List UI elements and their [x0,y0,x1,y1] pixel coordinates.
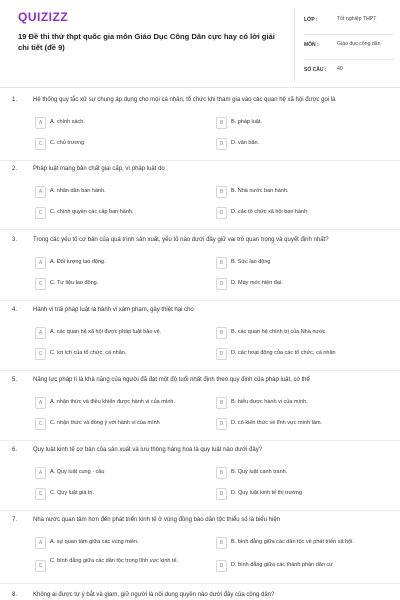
quizizz-logo: QUIZIZZ [18,10,69,24]
header-divider [0,87,400,88]
option-text: C. lợi ích của tổ chức, cá nhân. [50,350,127,356]
question-text: Không ai được tự ý bắt và giam, giữ người là nội dung quyền nào dưới đây của công dân? [33,592,275,598]
option-text: D. có kiến thức về lĩnh vực mình làm. [231,420,323,426]
option-letter-box: B [216,327,227,339]
question-number: 5. [12,377,18,383]
option-letter-box: A [35,397,46,409]
meta-count-value: 40 [337,66,343,72]
question-text: Pháp luật mang bản chất giai cấp, vì pháp luật do [33,166,165,172]
option-text: B. bình đẳng giữa các dân tộc về phát triển xã hội. [231,539,354,545]
option-c[interactable] [35,207,190,221]
option-text: A. Đối tượng lao động. [50,259,106,265]
question-separator [0,160,400,161]
option-letter-box: D [216,418,227,430]
option-letter-box: B [216,397,227,409]
question-number: 3. [12,237,18,243]
option-letter-box: B [216,186,227,198]
option-letter-box: B [216,467,227,479]
option-text: C. Tư liệu lao động. [50,280,99,286]
option-c[interactable] [35,488,190,502]
meta-divider-line [304,59,394,60]
option-b[interactable] [216,257,386,271]
meta-divider [294,8,295,82]
option-d[interactable] [216,488,386,502]
option-text: B. Nhà nước ban hành. [231,188,289,194]
option-a[interactable] [35,186,190,200]
option-text: C. chủ trương [50,140,85,146]
question-text: Hệ thống quy tắc xử sự chung áp dụng cho mọi cá nhân, tổ chức khi tham gia vào các quan hệ xã hội được gọi là [33,97,336,103]
option-text: A. Quy luật cung - cầu [50,469,105,475]
meta-subject-value: Giáo dục công dân [337,41,381,47]
document-title: 19 Đề thi thử thpt quốc gia môn Giáo Dục Công Dân cực hay có lời giải chi tiết (đề 9) [18,32,275,52]
option-letter-box: C [35,418,46,430]
meta-class-label: LỚP : [304,17,318,23]
option-d[interactable] [216,138,386,152]
option-text: A. nhân dân ban hành. [50,188,106,194]
option-letter-box: D [216,138,227,150]
meta-count-label: SỐ CÂU : [304,67,327,73]
meta-subject-label: MÔN : [304,42,319,48]
option-letter-box: A [35,327,46,339]
option-text: A. nhận thức và điều khiển được hành vi của mình. [50,399,176,405]
option-letter-box: B [216,117,227,129]
option-text: C. bình đẳng giữa các dân tộc trong lĩnh vực kinh tế. [50,558,179,564]
option-c[interactable] [35,348,190,362]
option-letter-box: C [35,488,46,500]
option-letter-box: A [35,257,46,269]
option-letter-box: A [35,186,46,198]
question-separator [0,300,400,301]
option-b[interactable] [216,537,386,551]
question-text: Quy luật kinh tế cơ bản của sản xuất và lưu thông hàng hoá là quy luật nào dưới đây? [33,447,263,453]
option-c[interactable] [35,278,190,292]
option-text: C. Quy luật giá trị. [50,490,95,496]
option-c[interactable] [35,560,190,574]
question-number: 6. [12,447,18,453]
question-separator [0,440,400,441]
option-letter-box: D [216,207,227,219]
option-b[interactable] [216,397,386,411]
option-letter-box: C [35,207,46,219]
option-text: B. Sức lao động [231,259,271,265]
option-a[interactable] [35,327,190,341]
option-text: C. nhận thức và đồng ý với hành vi của mình [50,420,160,426]
option-b[interactable] [216,186,386,200]
question-number: 4. [12,307,18,313]
question-number: 7. [12,517,18,523]
option-letter-box: D [216,560,227,572]
option-text: B. pháp luật. [231,119,262,125]
option-letter-box: A [35,467,46,479]
question-separator [0,583,400,584]
meta-divider-line [304,34,394,35]
option-text: D. Máy móc hiện đại. [231,280,283,286]
option-d[interactable] [216,348,386,362]
option-text: B. các quan hệ chính trị của Nhà nước. [231,329,327,335]
option-letter-box: B [216,537,227,549]
option-c[interactable] [35,138,190,152]
option-a[interactable] [35,397,190,411]
option-a[interactable] [35,117,190,131]
question-number: 2. [12,166,18,172]
option-d[interactable] [216,207,386,221]
question-separator [0,229,400,230]
option-text: D. các tổ chức xã hội ban hành [231,209,308,215]
option-letter-box: C [35,560,46,572]
question-number: 8. [12,592,18,598]
option-text: A. các quan hệ xã hội được pháp luật bảo vệ. [50,329,162,335]
option-letter-box: D [216,488,227,500]
option-a[interactable] [35,537,190,551]
option-text: D. bình đẳng giữa các thành phần dân cư [231,562,333,568]
option-c[interactable] [35,418,190,432]
option-letter-box: A [35,537,46,549]
question-number: 1. [12,97,18,103]
option-a[interactable] [35,257,190,271]
meta-class-value: Tốt nghiệp THPT [337,16,377,22]
option-d[interactable] [216,560,386,574]
option-text: D. văn bản. [231,140,260,146]
page-header [0,0,400,88]
option-d[interactable] [216,278,386,292]
option-b[interactable] [216,327,386,341]
option-text: D. các hoạt động của các tổ chức, cá nhân [231,350,336,356]
option-text: B. Quy luật cạnh tranh. [231,469,288,475]
question-separator [0,370,400,371]
option-a[interactable] [35,467,190,481]
option-text: C. chính quyền các cấp ban hành. [50,209,134,215]
option-letter-box: C [35,278,46,290]
option-letter-box: D [216,348,227,360]
question-text: Hành vi trái pháp luật là hành vi xâm phạm, gây thiệt hại cho [33,307,194,313]
option-text: D. Quy luật kinh tế thị trường [231,490,302,496]
option-text: B. hiểu được hành vi của mình. [231,399,308,405]
option-b[interactable] [216,117,386,131]
question-text: Nhà nước quan tâm hơn đến phát triển kinh tế ở vùng đồng bào dân tộc thiểu số là biểu hiện [33,517,280,523]
option-letter-box: B [216,257,227,269]
option-text: A. sự quan tâm giữa các vùng miền. [50,539,139,545]
option-letter-box: C [35,138,46,150]
option-letter-box: A [35,117,46,129]
question-separator [0,510,400,511]
option-text: A. chính sách. [50,119,85,125]
question-text: Năng lực pháp lí là khả năng của người đã đạt một độ tuổi nhất định theo quy định của pháp luật, có thể [33,377,310,383]
option-b[interactable] [216,467,386,481]
option-d[interactable] [216,418,386,432]
option-letter-box: C [35,348,46,360]
question-text: Trong các yếu tố cơ bản của quá trình sản xuất, yếu tố nào dưới đây giữ vai trò quan trọng và quyết định nhất? [33,237,329,243]
option-letter-box: D [216,278,227,290]
